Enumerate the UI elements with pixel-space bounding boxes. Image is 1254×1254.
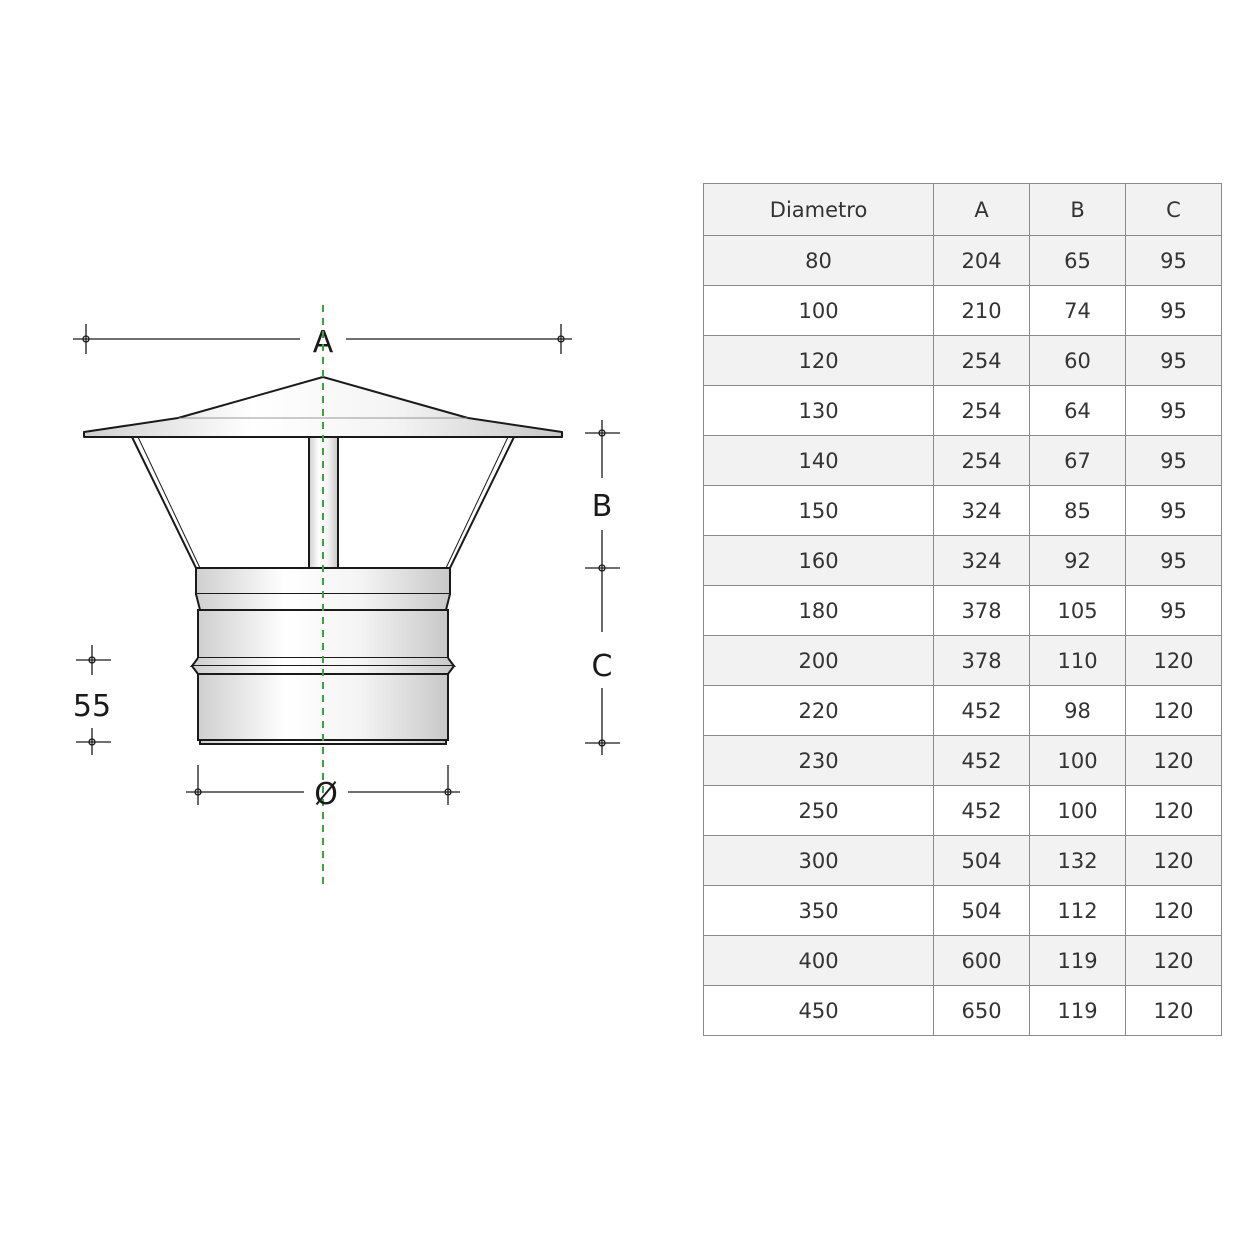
- table-cell: 95: [1126, 336, 1222, 386]
- table-cell: 452: [934, 686, 1030, 736]
- table-cell: 120: [1126, 836, 1222, 886]
- table-cell: 650: [934, 986, 1030, 1036]
- table-cell: 95: [1126, 386, 1222, 436]
- table-cell: 120: [704, 336, 934, 386]
- table-row: [704, 386, 1222, 436]
- table-row: [704, 486, 1222, 536]
- table-cell: 254: [934, 336, 1030, 386]
- label-c: C: [591, 649, 613, 684]
- table-cell: 120: [1126, 686, 1222, 736]
- header-b: B: [1030, 184, 1126, 236]
- dimensions-table: [703, 183, 1222, 1036]
- header-a: A: [934, 184, 1030, 236]
- table-row: [704, 536, 1222, 586]
- table-row: [704, 236, 1222, 286]
- table-cell: 400: [704, 936, 934, 986]
- table-cell: 324: [934, 536, 1030, 586]
- table-cell: 74: [1030, 286, 1126, 336]
- table-cell: 85: [1030, 486, 1126, 536]
- label-55: 55: [72, 689, 112, 724]
- table-row: [704, 436, 1222, 486]
- table-cell: 504: [934, 836, 1030, 886]
- table-cell: 120: [1126, 636, 1222, 686]
- table-row: [704, 686, 1222, 736]
- table-cell: 67: [1030, 436, 1126, 486]
- table-row: [704, 986, 1222, 1036]
- header-diametro: Diametro: [704, 184, 934, 236]
- table-cell: 204: [934, 236, 1030, 286]
- table-cell: 65: [1030, 236, 1126, 286]
- table-cell: 350: [704, 886, 934, 936]
- table-cell: 254: [934, 386, 1030, 436]
- table-cell: 220: [704, 686, 934, 736]
- table-cell: 64: [1030, 386, 1126, 436]
- table-row: [704, 636, 1222, 686]
- table-cell: 200: [704, 636, 934, 686]
- table-cell: 98: [1030, 686, 1126, 736]
- table-row: [704, 936, 1222, 986]
- table-cell: 324: [934, 486, 1030, 536]
- table-cell: 119: [1030, 986, 1126, 1036]
- table-cell: 140: [704, 436, 934, 486]
- table-cell: 80: [704, 236, 934, 286]
- table-cell: 600: [934, 936, 1030, 986]
- table-header-row: [704, 184, 1222, 236]
- table-cell: 230: [704, 736, 934, 786]
- table-row: [704, 736, 1222, 786]
- table-cell: 95: [1126, 486, 1222, 536]
- table-cell: 92: [1030, 536, 1126, 586]
- label-a: A: [312, 325, 334, 360]
- table-row: [704, 886, 1222, 936]
- table-cell: 120: [1126, 736, 1222, 786]
- table-cell: 130: [704, 386, 934, 436]
- table-cell: 105: [1030, 586, 1126, 636]
- table-cell: 452: [934, 786, 1030, 836]
- label-b: B: [591, 489, 613, 524]
- table-cell: 60: [1030, 336, 1126, 386]
- table-cell: 210: [934, 286, 1030, 336]
- table-cell: 100: [1030, 736, 1126, 786]
- table-row: [704, 286, 1222, 336]
- table-cell: 254: [934, 436, 1030, 486]
- table-cell: 452: [934, 736, 1030, 786]
- table-cell: 95: [1126, 286, 1222, 336]
- table-cell: 150: [704, 486, 934, 536]
- table-row: [704, 586, 1222, 636]
- table-cell: 95: [1126, 536, 1222, 586]
- table-cell: 180: [704, 586, 934, 636]
- table-cell: 120: [1126, 886, 1222, 936]
- table-cell: 250: [704, 786, 934, 836]
- table-cell: 119: [1030, 936, 1126, 986]
- label-diameter: Ø: [314, 777, 338, 812]
- table-cell: 300: [704, 836, 934, 886]
- table-row: [704, 836, 1222, 886]
- table-cell: 110: [1030, 636, 1126, 686]
- table-body: [704, 236, 1222, 1036]
- table-cell: 95: [1126, 236, 1222, 286]
- table-cell: 95: [1126, 586, 1222, 636]
- table-row: [704, 336, 1222, 386]
- table-cell: 120: [1126, 786, 1222, 836]
- table-cell: 95: [1126, 436, 1222, 486]
- table-cell: 504: [934, 886, 1030, 936]
- table-cell: 112: [1030, 886, 1126, 936]
- table-cell: 120: [1126, 936, 1222, 986]
- table-cell: 378: [934, 586, 1030, 636]
- table-cell: 132: [1030, 836, 1126, 886]
- table-row: [704, 786, 1222, 836]
- table-cell: 450: [704, 986, 934, 1036]
- table-cell: 100: [704, 286, 934, 336]
- header-c: C: [1126, 184, 1222, 236]
- dimension-b-c: [585, 420, 620, 755]
- table-cell: 160: [704, 536, 934, 586]
- table-cell: 100: [1030, 786, 1126, 836]
- table-cell: 378: [934, 636, 1030, 686]
- table-cell: 120: [1126, 986, 1222, 1036]
